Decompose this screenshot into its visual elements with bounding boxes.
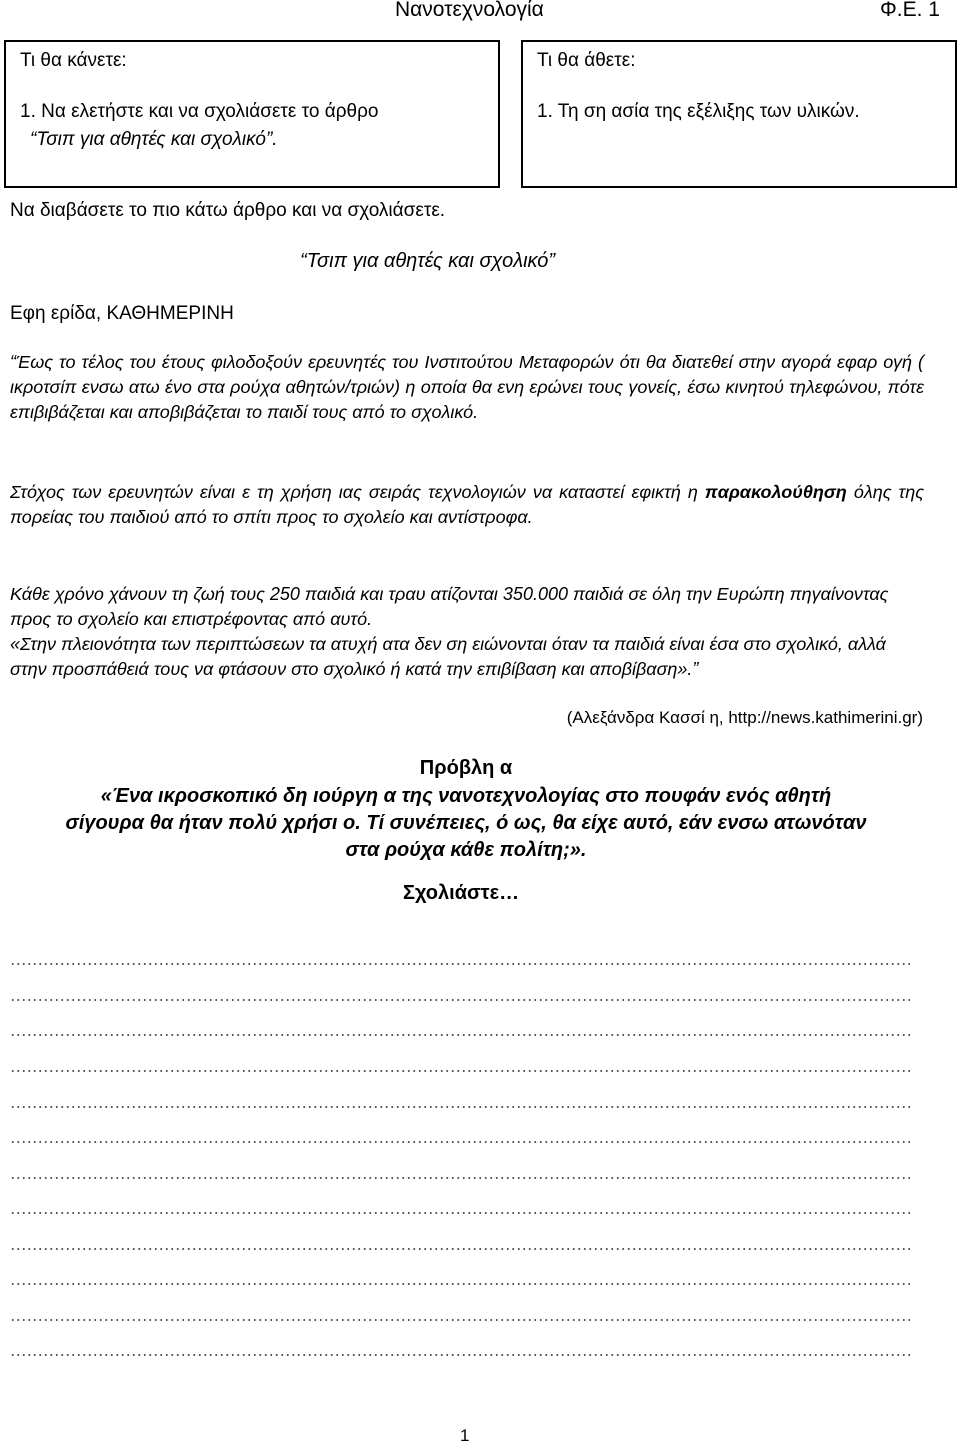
article-paragraph-3: Κάθε χρόνο χάνουν τη ζωή τους 250 παιδιά και τραυ ατίζονται 350.000 παιδιά σε όλη την Ευρώπη πηγαίνοντας προς το σχολείο και επιστρέφοντας από αυτό.	[10, 584, 889, 629]
todo-item-line1: 1. Να ελετήστε και να σχολιάσετε το άρθρο	[20, 101, 379, 122]
learn-item: 1. Τη ση ασία της εξέλιξης των υλικών.	[537, 101, 860, 122]
article-source: Εφη ερίδα, ΚΑΘΗΜΕΡΙΝΗ	[10, 303, 234, 324]
p2-text-b: όλης της πορείας του παιδιού από το σπίτι προς το σχολείο και αντίστροφα.	[10, 482, 924, 527]
article-citation: (Αλεξάνδρα Κασσί η, http://news.kathimerini.gr)	[566, 708, 923, 727]
page-title: Νανοτεχνολογία	[395, 0, 544, 21]
problem-heading: Πρόβλη α	[419, 757, 513, 779]
article-paragraph-2	[10, 480, 924, 530]
learn-box	[521, 40, 957, 188]
problem-line-1: «Ένα ικροσκοπικό δη ιούργη α της νανοτεχνολογίας στο πουφάν ενός αθητή	[100, 785, 832, 807]
answer-line[interactable]	[10, 1354, 910, 1356]
answer-line[interactable]	[10, 1283, 910, 1285]
p2-bold-term: παρακολούθηση	[704, 482, 847, 502]
answer-line[interactable]	[10, 1177, 910, 1179]
todo-box	[4, 40, 500, 188]
article-title: “Τσιπ για αθητές και σχολικό”	[300, 250, 556, 272]
answer-line[interactable]	[10, 1034, 910, 1036]
todo-title: Τι θα κάνετε:	[20, 50, 127, 71]
instruction: Να διαβάσετε το πιο κάτω άρθρο και να σχολιάσετε.	[10, 200, 446, 221]
problem-text	[0, 783, 932, 864]
worksheet-code: Φ.Ε. 1	[880, 0, 940, 21]
todo-item-line2: “Τσιπ για αθητές και σχολικό”.	[30, 129, 278, 150]
article-paragraph-1: “Έως το τέλος του έτους φιλοδοξούν ερευνητές του Ινστιτούτου Μεταφορών ότι θα διατεθεί στην αγορά εφαρ ογή ( ικροτσίπ ενσω ατω ένο στα ρούχα αθητών/τριών) η οποία θα ενη ερώνει τους γονείς, έσω κινητού τηλεφώνου, πότε επιβιβάζεται και αποβιβάζεται το παιδί τους από το σχολικό.	[10, 352, 924, 422]
comment-label: Σχολιάστε…	[403, 882, 520, 904]
answer-line[interactable]	[10, 1319, 910, 1321]
answer-line[interactable]	[10, 1212, 910, 1214]
answer-line[interactable]	[10, 1106, 910, 1108]
problem-line-2: σίγουρα θα ήταν πολύ χρήσι ο. Τί συνέπειες, ό ως, θα είχε αυτό, εάν ενσω ατωνόταν	[65, 812, 867, 834]
answer-line[interactable]	[10, 1070, 910, 1072]
p2-text-a: Στόχος των ερευνητών είναι ε τη χρήση ιας σειράς τεχνολογιών να καταστεί εφικτή η	[10, 482, 705, 502]
learn-title: Τι θα άθετε:	[537, 50, 636, 71]
answer-line[interactable]	[10, 1248, 910, 1250]
article-paragraph-4: «Στην πλειονότητα των περιπτώσεων τα ατυχή ατα δεν ση ειώνονται όταν τα παιδιά είναι έσα στο σχολικό, αλλά στην προσπάθειά τους να φτάσουν στο σχολικό ή κατά την επιβίβαση και αποβίβαση».”	[10, 634, 886, 679]
answer-line[interactable]	[10, 999, 910, 1001]
problem-line-3: στα ρούχα κάθε πολίτη;».	[345, 839, 587, 861]
page-number: 1	[460, 1426, 470, 1445]
answer-line[interactable]	[10, 1141, 910, 1143]
answer-line[interactable]	[10, 963, 910, 965]
